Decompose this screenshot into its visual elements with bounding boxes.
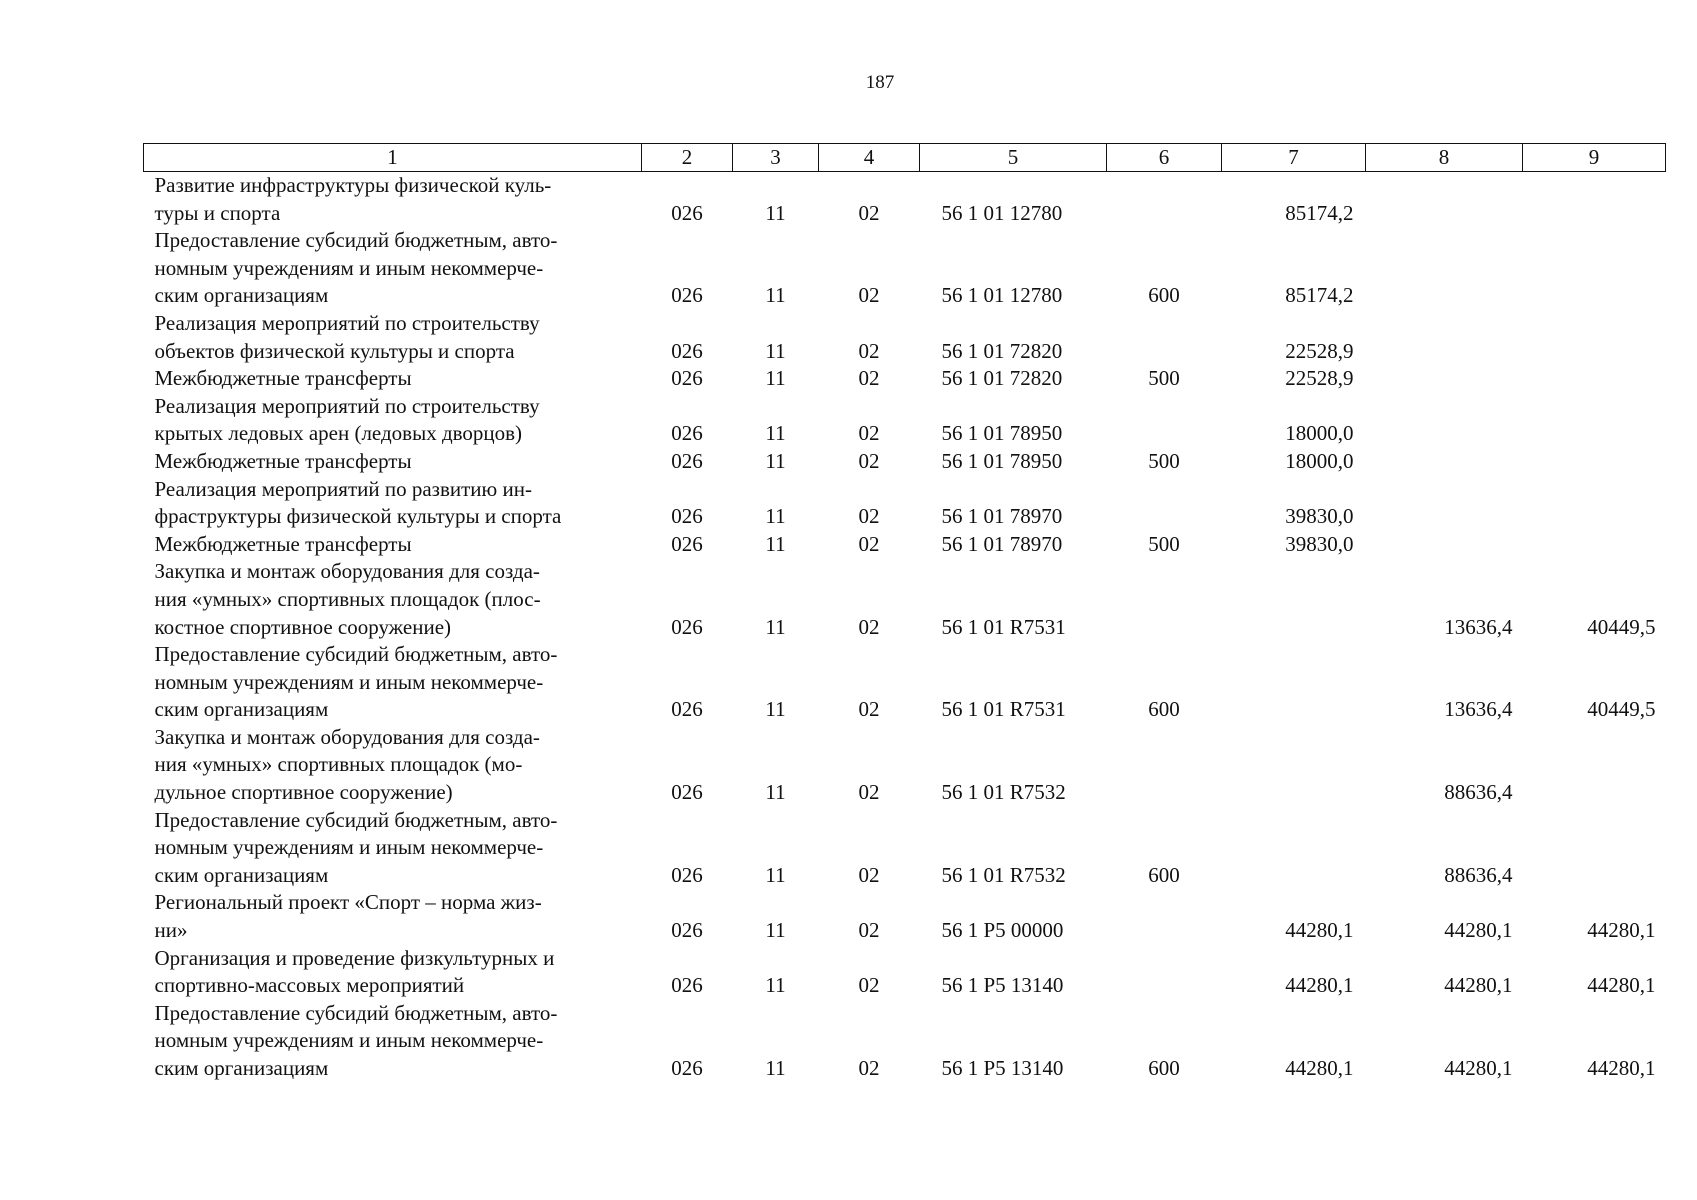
row-target-article: 56 1 01 12780 <box>941 283 1063 308</box>
budget-table <box>143 143 1666 1083</box>
table-row <box>144 365 1666 393</box>
row-subsection-code: 02 <box>858 366 880 391</box>
header-col-3: 3 <box>733 144 819 172</box>
row-amount-col9 <box>1523 531 1666 559</box>
row-amount-col7: 39830,0 <box>1285 504 1354 529</box>
row-name-line: ни» <box>154 918 188 943</box>
table-row <box>144 641 1666 724</box>
row-amount-col8 <box>1366 310 1523 365</box>
row-expense-type <box>1107 889 1222 944</box>
row-name <box>144 641 642 724</box>
row-subsection-code: 02 <box>858 504 880 529</box>
row-ved-code: 026 <box>671 697 703 722</box>
row-amount-col9 <box>1523 476 1666 531</box>
row-amount-col9 <box>1523 448 1666 476</box>
row-amount-col7 <box>1222 807 1366 890</box>
row-amount-col9 <box>1523 172 1666 228</box>
table-row <box>144 1000 1666 1083</box>
row-amount-col9 <box>1523 724 1666 807</box>
row-target-article: 56 1 P5 13140 <box>941 973 1064 998</box>
row-amount-col9 <box>1523 227 1666 310</box>
row-name-line: ния «умных» спортивных площадок (мо- <box>154 752 523 777</box>
row-subsection-code: 02 <box>858 697 880 722</box>
row-name-line: ния «умных» спортивных площадок (плос- <box>154 586 541 611</box>
row-name-line: Предоставление субсидий бюджетным, авто- <box>154 642 558 667</box>
row-expense-type <box>1107 172 1222 228</box>
row-target-article: 56 1 P5 00000 <box>941 918 1064 943</box>
header-col-9: 9 <box>1523 144 1666 172</box>
row-amount-col8 <box>1366 531 1523 559</box>
row-target-article: 56 1 P5 13140 <box>941 1056 1064 1080</box>
row-section-code: 11 <box>765 614 786 639</box>
row-amount-col8 <box>1366 172 1523 228</box>
row-name-line: Реализация мероприятий по строительству <box>154 310 540 335</box>
header-row <box>144 144 1666 172</box>
header-col-7: 7 <box>1222 144 1366 172</box>
row-ved-code: 026 <box>671 614 703 639</box>
row-name-line: Организация и проведение физкультурных и <box>154 945 555 970</box>
header-col-8: 8 <box>1366 144 1523 172</box>
row-expense-type: 600 <box>1148 283 1180 308</box>
row-amount-col9 <box>1523 310 1666 365</box>
table-row <box>144 531 1666 559</box>
row-amount-col8: 88636,4 <box>1444 780 1513 805</box>
row-subsection-code: 02 <box>858 862 880 887</box>
row-amount-col7: 44280,1 <box>1285 973 1354 998</box>
row-subsection-code: 02 <box>858 338 880 363</box>
row-ved-code: 026 <box>671 1056 703 1080</box>
row-name-line: Закупка и монтаж оборудования для созда- <box>154 724 540 749</box>
row-amount-col8: 44280,1 <box>1444 973 1513 998</box>
row-name-line: Предоставление субсидий бюджетным, авто- <box>154 228 558 253</box>
row-target-article: 56 1 01 78970 <box>941 504 1063 529</box>
row-section-code: 11 <box>765 421 786 446</box>
row-ved-code: 026 <box>671 918 703 943</box>
row-section-code: 11 <box>765 366 786 391</box>
row-name-line: Межбюджетные трансферты <box>154 531 412 556</box>
row-name-line: фраструктуры физической культуры и спорта <box>154 504 562 529</box>
row-subsection-code: 02 <box>858 614 880 639</box>
row-ved-code: 026 <box>671 780 703 805</box>
table-row <box>144 448 1666 476</box>
row-target-article: 56 1 01 72820 <box>941 338 1063 363</box>
row-ved-code: 026 <box>671 504 703 529</box>
row-expense-type: 600 <box>1148 697 1180 722</box>
row-section-code: 11 <box>765 918 786 943</box>
row-name <box>144 807 642 890</box>
row-amount-col7: 18000,0 <box>1285 421 1354 446</box>
row-amount-col8: 13636,4 <box>1444 614 1513 639</box>
header-col-4: 4 <box>819 144 920 172</box>
row-expense-type <box>1107 724 1222 807</box>
table-header <box>144 144 1666 172</box>
row-amount-col8: 88636,4 <box>1444 862 1513 887</box>
row-name-line: Предоставление субсидий бюджетным, авто- <box>154 1000 558 1025</box>
row-name-line: ским организациям <box>154 1056 329 1080</box>
row-expense-type: 500 <box>1148 366 1180 391</box>
row-name <box>144 889 642 944</box>
row-name-line: ским организациям <box>154 283 329 308</box>
row-ved-code: 026 <box>671 448 703 473</box>
row-amount-col9 <box>1523 807 1666 890</box>
row-amount-col8: 44280,1 <box>1444 918 1513 943</box>
row-expense-type <box>1107 310 1222 365</box>
row-section-code: 11 <box>765 504 786 529</box>
row-target-article: 56 1 01 R7532 <box>941 780 1066 805</box>
row-amount-col9: 40449,5 <box>1587 697 1656 722</box>
row-name-line: дульное спортивное сооружение) <box>154 780 453 805</box>
row-section-code: 11 <box>765 200 786 225</box>
row-section-code: 11 <box>765 283 786 308</box>
row-section-code: 11 <box>765 1056 786 1080</box>
row-expense-type <box>1107 945 1222 1000</box>
row-name-line: номным учреждениям и иным некоммерче- <box>154 1028 544 1053</box>
row-target-article: 56 1 01 78950 <box>941 421 1063 446</box>
row-target-article: 56 1 01 78950 <box>941 448 1063 473</box>
header-col-2: 2 <box>642 144 733 172</box>
table-row <box>144 310 1666 365</box>
row-amount-col8 <box>1366 448 1523 476</box>
row-amount-col8 <box>1366 365 1523 393</box>
row-amount-col7: 18000,0 <box>1285 448 1354 473</box>
table-row <box>144 558 1666 641</box>
row-target-article: 56 1 01 72820 <box>941 366 1063 391</box>
table-body <box>144 172 1666 1083</box>
row-name-line: костное спортивное сооружение) <box>154 614 452 639</box>
row-ved-code: 026 <box>671 338 703 363</box>
row-ved-code: 026 <box>671 531 703 556</box>
row-amount-col9: 44280,1 <box>1587 1056 1656 1080</box>
row-name <box>144 365 642 393</box>
row-ved-code: 026 <box>671 283 703 308</box>
row-name-line: Предоставление субсидий бюджетным, авто- <box>154 807 558 832</box>
row-section-code: 11 <box>765 448 786 473</box>
row-amount-col7: 44280,1 <box>1285 918 1354 943</box>
row-amount-col8 <box>1366 393 1523 448</box>
table-row <box>144 945 1666 1000</box>
row-name-line: Межбюджетные трансферты <box>154 448 412 473</box>
table-row <box>144 889 1666 944</box>
row-amount-col8 <box>1366 476 1523 531</box>
row-amount-col7: 22528,9 <box>1285 366 1354 391</box>
row-section-code: 11 <box>765 862 786 887</box>
row-amount-col7: 44280,1 <box>1285 1056 1354 1080</box>
row-target-article: 56 1 01 78970 <box>941 531 1063 556</box>
row-amount-col7: 85174,2 <box>1285 283 1354 308</box>
row-name-line: Реализация мероприятий по развитию ин- <box>154 476 532 501</box>
row-name <box>144 558 642 641</box>
header-col-6: 6 <box>1107 144 1222 172</box>
row-subsection-code: 02 <box>858 531 880 556</box>
row-ved-code: 026 <box>671 421 703 446</box>
table-row <box>144 476 1666 531</box>
row-section-code: 11 <box>765 780 786 805</box>
row-name-line: спортивно-массовых мероприятий <box>154 973 465 998</box>
row-name <box>144 393 642 448</box>
table-row <box>144 807 1666 890</box>
row-name <box>144 531 642 559</box>
row-name-line: Развитие инфраструктуры физической куль- <box>154 173 552 197</box>
row-ved-code: 026 <box>671 973 703 998</box>
row-ved-code: 026 <box>671 862 703 887</box>
row-target-article: 56 1 01 R7531 <box>941 614 1066 639</box>
row-expense-type: 500 <box>1148 531 1180 556</box>
row-amount-col7: 39830,0 <box>1285 531 1354 556</box>
row-target-article: 56 1 01 R7532 <box>941 862 1066 887</box>
row-section-code: 11 <box>765 338 786 363</box>
row-name-line: туры и спорта <box>154 200 281 225</box>
row-subsection-code: 02 <box>858 200 880 225</box>
row-expense-type: 600 <box>1148 862 1180 887</box>
row-name-line: номным учреждениям и иным некоммерче- <box>154 835 544 860</box>
row-name-line: крытых ледовых арен (ледовых дворцов) <box>154 421 523 446</box>
row-name-line: Реализация мероприятий по строительству <box>154 393 540 418</box>
row-subsection-code: 02 <box>858 973 880 998</box>
row-amount-col9: 40449,5 <box>1587 614 1656 639</box>
row-amount-col8: 44280,1 <box>1444 1056 1513 1080</box>
row-section-code: 11 <box>765 531 786 556</box>
row-name <box>144 1000 642 1083</box>
row-subsection-code: 02 <box>858 918 880 943</box>
row-name <box>144 476 642 531</box>
row-amount-col8 <box>1366 227 1523 310</box>
row-ved-code: 026 <box>671 200 703 225</box>
row-subsection-code: 02 <box>858 780 880 805</box>
header-col-1: 1 <box>144 144 642 172</box>
row-name <box>144 310 642 365</box>
row-amount-col7: 85174,2 <box>1285 200 1354 225</box>
row-expense-type <box>1107 476 1222 531</box>
row-expense-type <box>1107 558 1222 641</box>
row-name-line: ским организациям <box>154 862 329 887</box>
row-subsection-code: 02 <box>858 283 880 308</box>
row-name-line: номным учреждениям и иным некоммерче- <box>154 669 544 694</box>
row-name-line: ским организациям <box>154 697 329 722</box>
row-section-code: 11 <box>765 973 786 998</box>
row-name <box>144 448 642 476</box>
row-target-article: 56 1 01 12780 <box>941 200 1063 225</box>
row-ved-code: 026 <box>671 366 703 391</box>
row-name <box>144 724 642 807</box>
row-amount-col8: 13636,4 <box>1444 697 1513 722</box>
row-amount-col7 <box>1222 558 1366 641</box>
row-name <box>144 945 642 1000</box>
row-amount-col7 <box>1222 724 1366 807</box>
row-name <box>144 227 642 310</box>
page-number: 187 <box>865 72 895 93</box>
table-row <box>144 172 1666 228</box>
row-amount-col9 <box>1523 365 1666 393</box>
row-amount-col9 <box>1523 393 1666 448</box>
row-expense-type <box>1107 393 1222 448</box>
header-col-5: 5 <box>920 144 1107 172</box>
row-amount-col7 <box>1222 641 1366 724</box>
row-amount-col9: 44280,1 <box>1587 918 1656 943</box>
table-row <box>144 724 1666 807</box>
row-name-line: Закупка и монтаж оборудования для созда- <box>154 559 540 584</box>
row-subsection-code: 02 <box>858 1056 880 1080</box>
row-name-line: Региональный проект «Спорт – норма жиз- <box>154 890 542 915</box>
table-row <box>144 393 1666 448</box>
row-target-article: 56 1 01 R7531 <box>941 697 1066 722</box>
row-name-line: Межбюджетные трансферты <box>154 366 412 391</box>
row-expense-type: 500 <box>1148 448 1180 473</box>
row-section-code: 11 <box>765 697 786 722</box>
row-amount-col9: 44280,1 <box>1587 973 1656 998</box>
row-amount-col7: 22528,9 <box>1285 338 1354 363</box>
table-row <box>144 227 1666 310</box>
row-name-line: номным учреждениям и иным некоммерче- <box>154 255 544 280</box>
row-subsection-code: 02 <box>858 448 880 473</box>
row-expense-type: 600 <box>1148 1056 1180 1080</box>
row-subsection-code: 02 <box>858 421 880 446</box>
row-name <box>144 172 642 228</box>
row-name-line: объектов физической культуры и спорта <box>154 338 515 363</box>
